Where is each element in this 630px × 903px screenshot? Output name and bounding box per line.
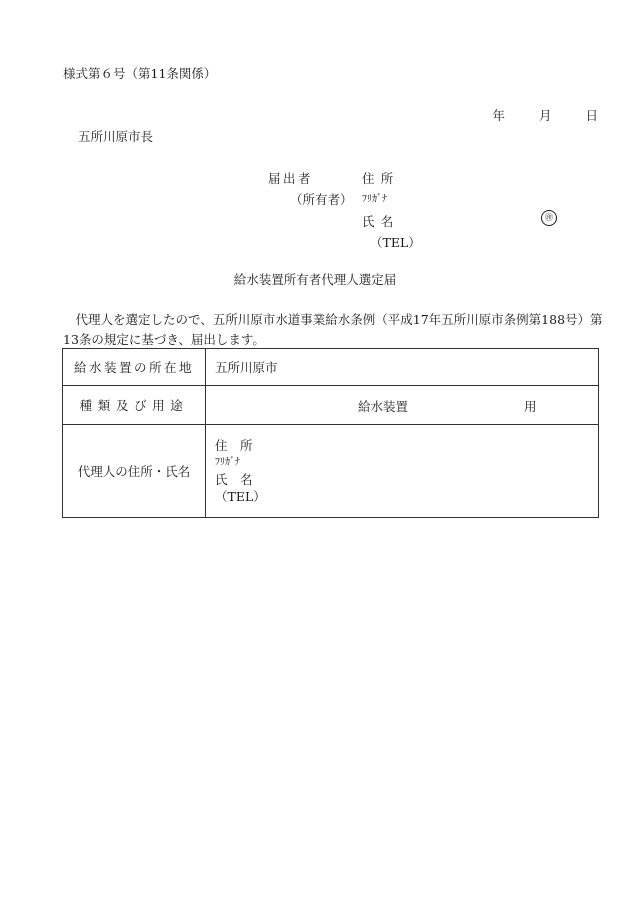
table-row-agent — [63, 425, 599, 518]
agent-furigana-label: ﾌﾘｶﾞﾅ — [215, 457, 240, 468]
notifier-furigana-label: ﾌﾘｶﾞﾅ — [362, 194, 387, 205]
owner-label: （所有者） — [290, 192, 353, 207]
body-paragraph: 代理人を選定したので、五所川原市水道事業給水条例（平成17年五所川原市条例第188号）第13条の規定に基づき、届出します。 — [63, 312, 603, 347]
date-line — [492, 106, 598, 124]
form-number: 様式第６号（第11条関係） — [63, 66, 217, 81]
type-value: 給水装置 — [358, 399, 409, 414]
agent-name-label: 氏 名 — [215, 472, 253, 487]
date-month: 月 — [538, 108, 552, 123]
notifier-address-label: 住所 — [362, 171, 400, 186]
type-cell — [206, 386, 599, 425]
notifier-label: 届出者 — [268, 171, 314, 186]
agent-tel-label: （TEL） — [215, 489, 266, 504]
notifier-tel-label: （TEL） — [370, 235, 421, 250]
table-row-location — [63, 349, 599, 386]
seal-mark: ㊞ — [541, 210, 557, 226]
date-year: 年 — [492, 108, 505, 123]
agent-address-label: 住 所 — [215, 438, 253, 453]
type-label: 種類及び用途 — [63, 386, 206, 425]
use-suffix: 用 — [524, 399, 537, 414]
document-title: 給水装置所有者代理人選定届 — [233, 272, 397, 287]
date-day: 日 — [585, 108, 598, 123]
agent-label: 代理人の住所・氏名 — [63, 425, 206, 518]
table-row-type — [63, 386, 599, 425]
agent-cell — [206, 425, 599, 518]
addressee: 五所川原市長 — [78, 129, 154, 144]
form-table — [62, 348, 599, 518]
location-value: 五所川原市 — [206, 349, 599, 386]
notifier-name-label: 氏名 — [362, 214, 400, 229]
location-label: 給水装置の所在地 — [63, 349, 206, 386]
